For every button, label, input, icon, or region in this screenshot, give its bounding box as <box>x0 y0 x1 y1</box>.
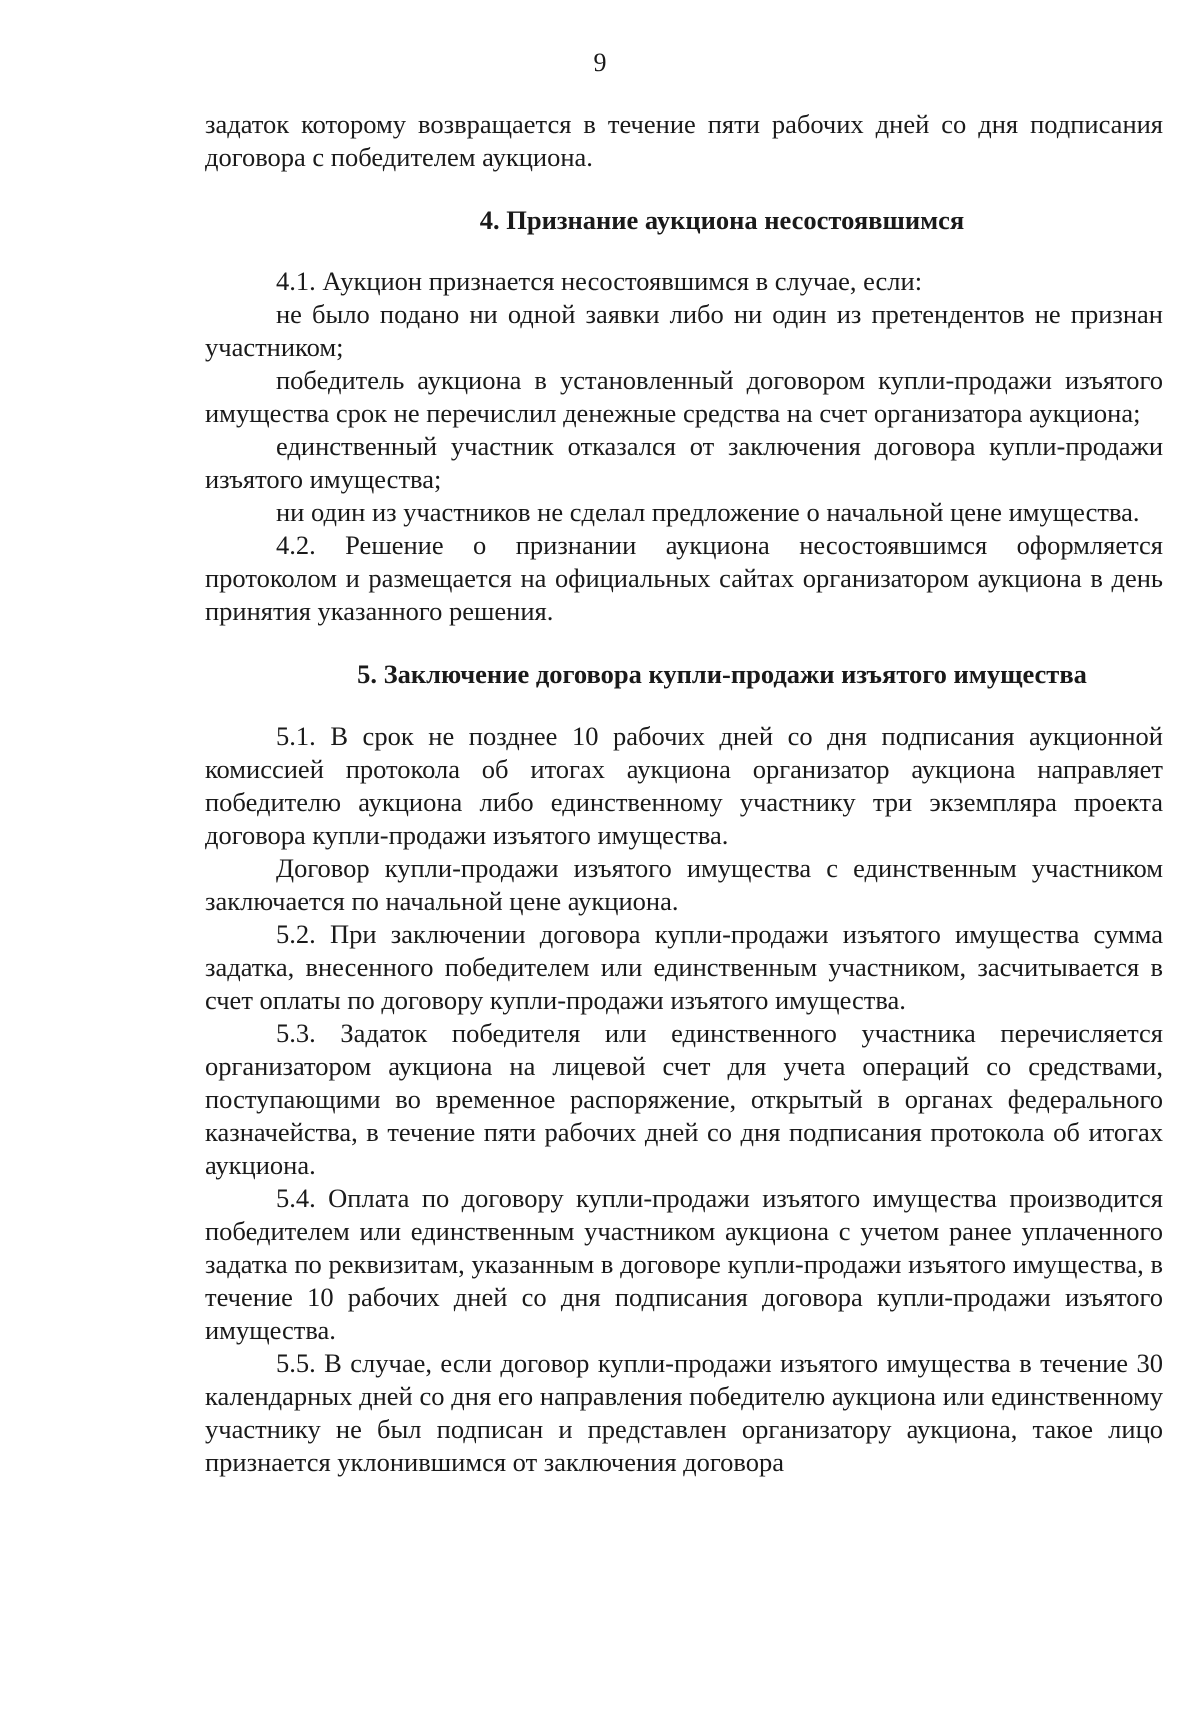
paragraph-4-1-item-3: единственный участник отказался от заключения договора купли-продажи изъятого имущества; <box>205 431 1163 494</box>
section-heading-5: 5. Заключение договора купли-продажи изъятого имущества <box>357 659 1087 689</box>
paragraph-5-1: 5.1. В срок не позднее 10 рабочих дней со дня подписания аукционной комиссией протокола об итогах аукциона организатор аукциона направляет победителю аукциона либо единственному участнику три экземпляра проекта договора купли-продажи изъятого имущества. <box>205 721 1163 850</box>
paragraph-4-1: 4.1. Аукцион признается несостоявшимся в случае, если: <box>276 266 923 296</box>
section-heading-4: 4. Признание аукциона несостоявшимся <box>479 205 965 235</box>
paragraph-4-2: 4.2. Решение о признании аукциона несостоявшимся оформляется протоколом и размещается на официальных сайтах организатором аукциона в день принятия указанного решения. <box>205 530 1163 626</box>
paragraph-5-2: 5.2. При заключении договора купли-продажи изъятого имущества сумма задатка, внесенного победителем или единственным участником, засчитывается в счет оплаты по договору купли-продажи изъятого имущества. <box>205 919 1163 1015</box>
paragraph-5-5: 5.5. В случае, если договор купли-продажи изъятого имущества в течение 30 календарных дней со дня его направления победителю аукциона или единственному участнику не был подписан и представлен организатору аукциона, такое лицо признается уклонившимся от заключения договора <box>205 1348 1163 1477</box>
paragraph-5-3: 5.3. Задаток победителя или единственного участника перечисляется организатором аукциона на лицевой счет для учета операций со средствами, поступающими во временное распоряжение, открытый в органах федерального казначейства, в течение пяти рабочих дней со дня подписания протокола об итогах аукциона. <box>205 1018 1163 1180</box>
document-body <box>205 108 1163 1479</box>
page-number: 9 <box>593 48 607 77</box>
paragraph-continuation: задаток которому возвращается в течение пяти рабочих дней со дня подписания договора с победителем аукциона. <box>205 109 1163 172</box>
paragraph-4-1-item-1: не было подано ни одной заявки либо ни один из претендентов не признан участником; <box>205 299 1163 362</box>
paragraph-4-1-item-2: победитель аукциона в установленный договором купли-продажи изъятого имущества срок не перечислил денежные средства на счет организатора аукциона; <box>205 365 1163 428</box>
paragraph-5-1-contract: Договор купли-продажи изъятого имущества с единственным участником заключается по начальной цене аукциона. <box>205 853 1163 916</box>
paragraph-4-1-item-4: ни один из участников не сделал предложение о начальной цене имущества. <box>276 497 1140 527</box>
paragraph-5-4: 5.4. Оплата по договору купли-продажи изъятого имущества производится победителем или единственным участником аукциона с учетом ранее уплаченного задатка по реквизитам, указанным в договоре купли-продажи изъятого имущества, в течение 10 рабочих дней со дня подписания договора купли-продажи изъятого имущества. <box>205 1183 1163 1345</box>
